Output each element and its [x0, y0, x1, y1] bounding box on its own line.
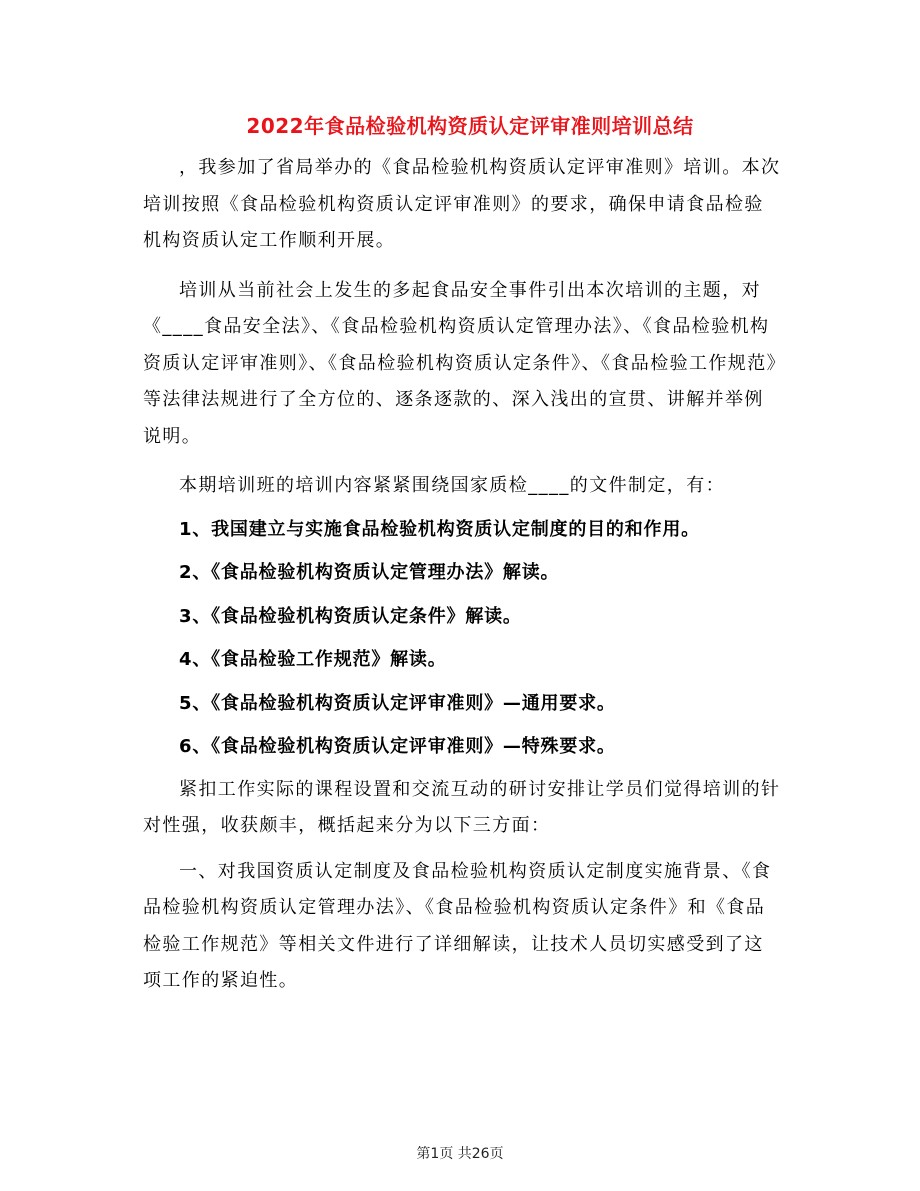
document-title: 2022年食品检验机构资质认定评审准则培训总结	[246, 114, 694, 138]
list-item: 3、《食品检验机构资质认定条件》解读。	[179, 605, 522, 627]
paragraph-summary: 紧扣工作实际的课程设置和交流互动的研讨安排让学员们觉得培训的针对性强，收获颇丰，概括起来分为以下三方面：	[143, 778, 781, 836]
paragraph-training-content: 本期培训班的培训内容紧紧围绕国家质检____的文件制定，有：	[179, 475, 725, 496]
list-item: 2、《食品检验机构资质认定管理办法》解读。	[179, 562, 560, 583]
page-number: 第1页 共26页	[416, 1146, 504, 1162]
paragraph-training-topic: 培训从当前社会上发生的多起食品安全事件引出本次培训的主题，对《____食品安全法》、《食品检验机构资质认定管理办法》、《食品检验机构资质认定评审准则》、《食品检验机构资质认定条件》、《食品检验工作规范》等法律法规进行了全方位的、逐条逐款的、深入浅出的宣贯、讲解并举例说明。	[143, 279, 777, 447]
list-item: 5、《食品检验机构资质认定评审准则》—通用要求。	[179, 692, 616, 714]
list-item: 1、我国建立与实施食品检验机构资质认定制度的目的和作用。	[179, 518, 700, 540]
list-item: 6、《食品检验机构资质认定评审准则》—特殊要求。	[179, 736, 616, 757]
document-body	[143, 150, 783, 1000]
paragraph-intro: ，我参加了省局举办的《食品检验机构资质认定评审准则》培训。本次培训按照《食品检验机构资质认定评审准则》的要求，确保申请食品检验机构资质认定工作顺利开展。	[143, 157, 781, 251]
paragraph-point-one: 一、对我国资质认定制度及食品检验机构资质认定制度实施背景、《食品检验机构资质认定管理办法》、《食品检验机构资质认定条件》和《食品检验工作规范》等相关文件进行了详细解读，让技术人员切实感受到了这项工作的紧迫性。	[143, 860, 772, 991]
training-content-list	[143, 508, 783, 769]
list-item: 4、《食品检验工作规范》解读。	[179, 649, 447, 670]
